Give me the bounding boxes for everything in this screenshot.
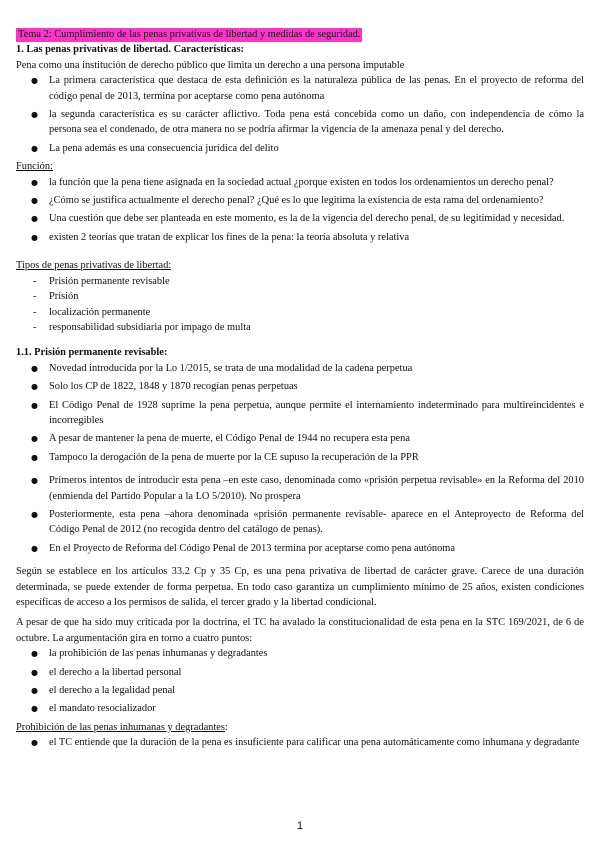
list-item: - Prisión permanente revisable [16, 274, 584, 289]
reform-list [16, 473, 584, 556]
paragraph: A pesar de que ha sido muy criticada por la doctrina, el TC ha avalado la constitucionalidad de esta pena en la STC 169/2021, de 6 de octubre. La argumentación gira en torno a cuatro puntos: [16, 617, 584, 644]
list-item: ● El Código Penal de 1928 suprime la pena perpetua, aunque permite el internamiento indeterminado para multireincidentes e incorregibles [16, 398, 584, 429]
list-item: ● la segunda característica es su carácter aflictivo. Toda pena está concebida como un daño, con independencia de cómo la persona sea el condenado, de otra manera no se podría afirmar la vigencia de la amenaza penal y del derecho. [16, 107, 584, 138]
document-title: Tema 2: Cumplimiento de las penas privativas de libertad y medidas de seguridad. [18, 29, 361, 40]
list-item: ● Una cuestión que debe ser planteada en este momento, es la de la vigencia del derecho penal, de su legitimidad y necesidad. [16, 211, 584, 226]
document-body [16, 27, 584, 754]
list-item: ● Primeros intentos de introducir esta pena –en este caso, denominada como «prisión perpetua revisable» en la Reforma del 2010 (enmienda del Partido Popular a la LO 5/2010). No prospera [16, 473, 584, 504]
prohibicion-list [16, 735, 584, 750]
list-item: ● la prohibición de las penas inhumanas y degradantes [16, 646, 584, 661]
characteristics-list [16, 73, 584, 156]
list-item: ● la función que la pena tiene asignada en la sociedad actual ¿porque existen en todos los ordenamientos un derecho penal? [16, 175, 584, 190]
title-line [16, 27, 584, 42]
list-item: ● Solo los CP de 1822, 1848 y 1870 recogían penas perpetuas [16, 379, 584, 394]
list-item: - Prisión [16, 289, 584, 304]
list-item: ● La pena además es una consecuencia jurídica del delito [16, 141, 584, 156]
list-item: ● existen 2 teorías que tratan de explicar los fines de la pena: la teoría absoluta y relativa [16, 230, 584, 245]
heading-colon: : [224, 721, 228, 733]
list-item: ● Posteriormente, esta pena –ahora denominada «prisión permanente revisable- aparece en el Anteproyecto de Reforma del Código Penal de 2012 (no recogida dentro del catálogo de penas). [16, 507, 584, 538]
prohibicion-heading [16, 720, 584, 735]
list-item: - responsabilidad subsidiaria por impago de multa [16, 320, 584, 335]
list-item: ● el derecho a la libertad personal [16, 665, 584, 680]
list-item: ● el mandato resocializador [16, 701, 584, 716]
list-item: - localización permanente [16, 305, 584, 320]
list-item: ● el derecho a la legalidad penal [16, 683, 584, 698]
section-heading: 1. Las penas privativas de libertad. Características: [16, 44, 244, 56]
prohibicion-heading-text: Prohibición de las penas inhumanas y degradantes [16, 721, 225, 733]
list-item: ● La primera característica que destaca de esta definición es la naturaleza pública de las penas. En el proyecto de reforma del código penal de 2013, termina por aceptarse como pena autónoma [16, 73, 584, 104]
list-item: ● ¿Cómo se justifica actualmente el derecho penal? ¿Qué es lo que legitima la existencia de esta rama del ordenamiento? [16, 193, 584, 208]
paragraph: Según se establece en los artículos 33.2 Cp y 35 Cp, es una pena privativa de libertad de carácter grave. Carece de una duración determinada, se puede extender de forma perpetua. En todo caso garantiza un cumplimiento mínimo de 25 años, existen condiciones específicas de acceso a los permisos de salida, el tercer grado y la libertad condicional. [16, 566, 584, 608]
list-item: ● En el Proyecto de Reforma del Código Penal de 2013 termina por aceptarse como pena autónoma [16, 541, 584, 556]
list-item: ● Tampoco la derogación de la pena de muerte por la CE supuso la recuperación de la PPR [16, 450, 584, 465]
subsection-heading: 1.1. Prisión permanente revisable: [16, 347, 168, 359]
tipos-heading: Tipos de penas privativas de libertad: [16, 260, 172, 272]
history-list [16, 361, 584, 465]
intro-text: Pena como una institución de derecho público que limita un derecho a una persona imputable [16, 59, 405, 71]
list-item: ● A pesar de mantener la pena de muerte, el Código Penal de 1944 no recupera esta pena [16, 431, 584, 446]
tipos-list [16, 274, 584, 336]
page-number: 1 [296, 820, 304, 832]
funcion-heading: Función: [16, 161, 53, 173]
funcion-list [16, 175, 584, 246]
list-item: ● el TC entiende que la duración de la pena es insuficiente para calificar una pena automáticamente como inhumana y degradante [16, 735, 584, 750]
list-item: ● Novedad introducida por la Lo 1/2015, se trata de una modalidad de la cadena perpetua [16, 361, 584, 376]
points-list [16, 646, 584, 717]
